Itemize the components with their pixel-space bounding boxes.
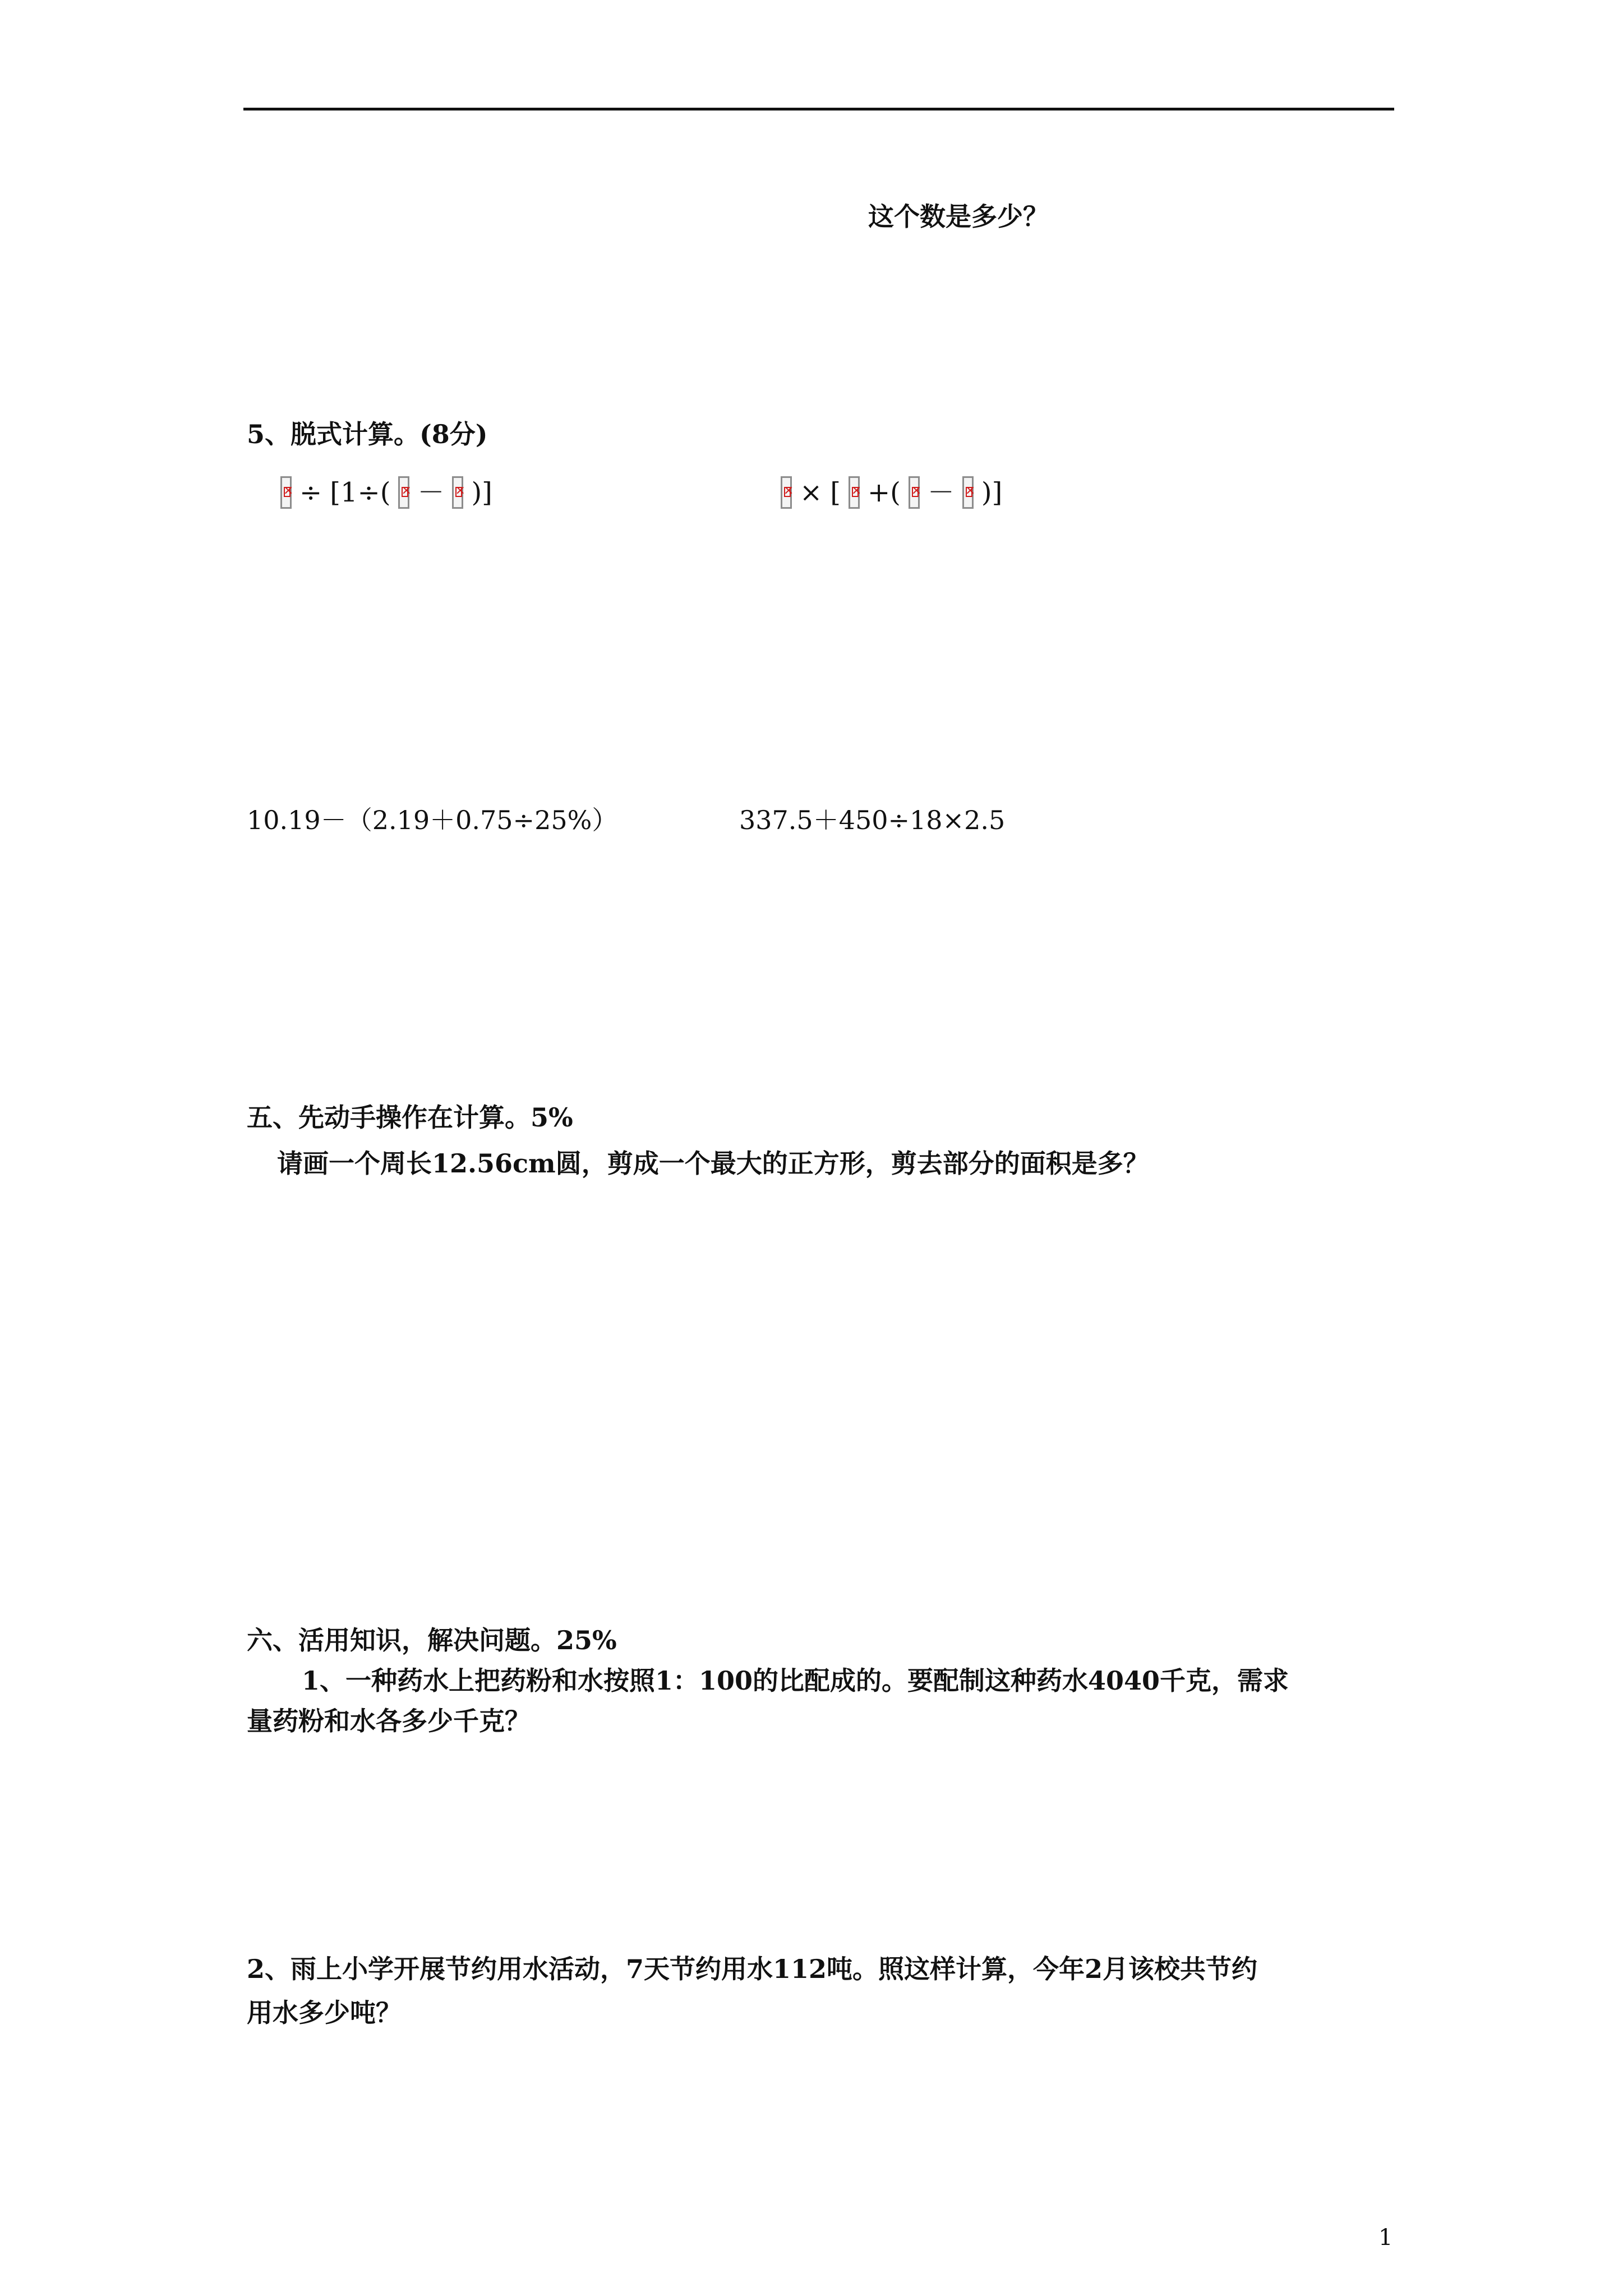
minus-sign: － (927, 477, 955, 508)
expr1-close: )] (471, 477, 492, 508)
fraction-image-placeholder (398, 476, 409, 509)
expression-4: 337.5＋450÷18×2.5 (739, 805, 1006, 835)
expr1-open: [1÷( (330, 477, 391, 508)
minus-sign: － (417, 477, 445, 508)
fraction-image-placeholder (909, 476, 920, 509)
section-five-question: 请画一个周长12.56cm圆，剪成一个最大的正方形，剪去部分的面积是多？ (277, 1148, 1149, 1179)
expr2-plus-open: +( (867, 477, 901, 508)
section-six-title: 六、活用知识，解决问题。25% (247, 1625, 617, 1655)
expression-2 (781, 476, 1002, 509)
q2-line1: 2、雨上小学开展节约用水活动，7天节约用水112吨。照这样计算，今年2月该校共节约 (247, 1954, 1258, 1984)
expr2-close: )] (981, 477, 1003, 508)
fraction-image-placeholder (280, 476, 292, 509)
q2-line2: 用水多少吨？ (247, 1998, 402, 2028)
fraction-image-placeholder (452, 476, 463, 509)
fraction-image-placeholder (849, 476, 860, 509)
expression-1 (280, 476, 492, 509)
top-question: 这个数是多少？ (868, 201, 1049, 232)
q1-line2: 量药粉和水各多少千克？ (247, 1706, 531, 1736)
divide-sign: ÷ (299, 477, 322, 508)
section5-title: 5、脱式计算。(8分) (247, 419, 488, 449)
header-rule (243, 108, 1394, 111)
expression-3: 10.19－（2.19＋0.75÷25%） (247, 805, 618, 835)
section-five-title: 五、先动手操作在计算。5% (247, 1102, 573, 1133)
page-number: 1 (1378, 2225, 1393, 2251)
times-sign: × (800, 477, 823, 508)
expr2-open-bracket: [ (830, 477, 841, 508)
fraction-image-placeholder (781, 476, 792, 509)
q1-line1: 1、一种药水上把药粉和水按照1：100的比配成的。要配制这种药水4040千克，需求 (302, 1665, 1289, 1696)
fraction-image-placeholder (962, 476, 974, 509)
